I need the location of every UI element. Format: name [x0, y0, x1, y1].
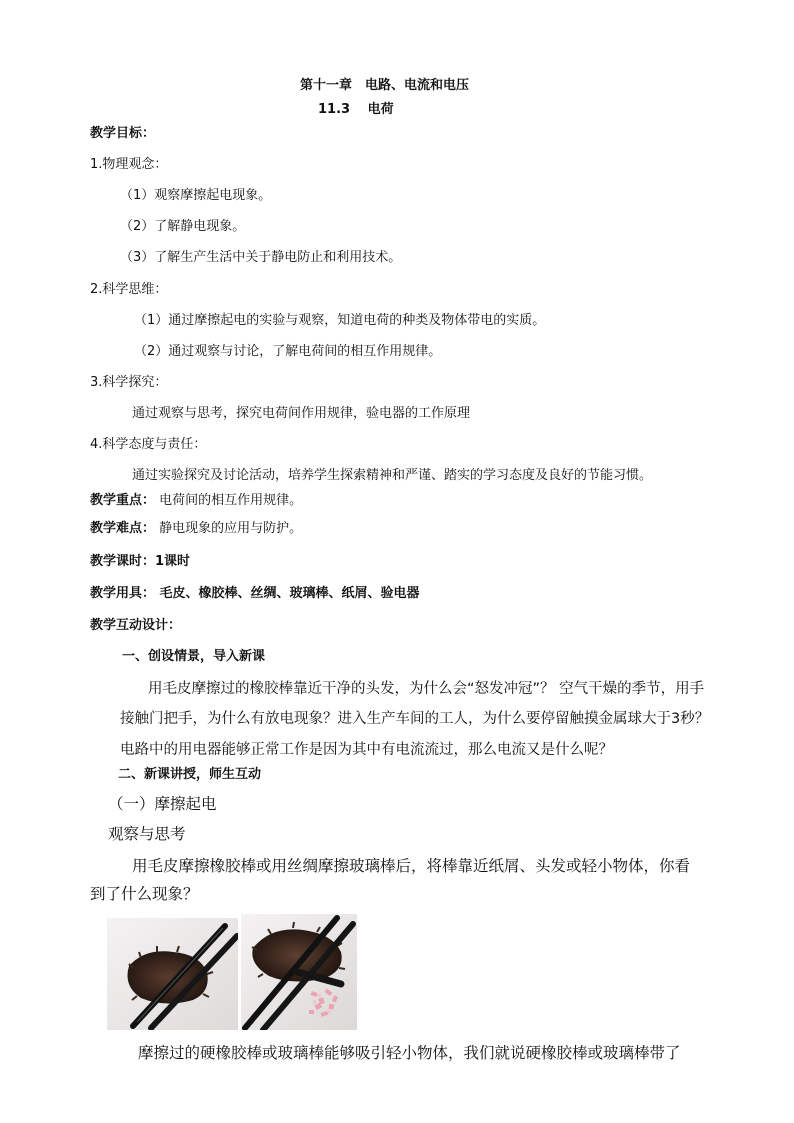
objective-item: （2）通过观察与讨论，了解电荷间的相互作用规律。: [134, 344, 442, 359]
difficulty-row: [90, 521, 302, 537]
objective-item: （1）观察摩擦起电现象。: [120, 188, 272, 203]
question-line: 用毛皮摩擦橡胶棒或用丝绸摩擦玻璃棒后，将棒靠近纸屑、头发或轻小物体，你看: [132, 857, 691, 875]
science-attitude-text: 通过实验探究及讨论活动，培养学生探索精神和严谨、踏实的学习态度及良好的节能习惯。: [132, 468, 653, 483]
science-inquiry-label: 3.科学探究：: [90, 375, 168, 390]
chapter-title: 第十一章 电路、电流和电压: [300, 78, 470, 93]
science-attitude-label: 4.科学态度与责任：: [90, 437, 207, 452]
science-inquiry-text: 通过观察与思考，探究电荷间作用规律，验电器的工作原理: [132, 406, 471, 421]
part1-paragraph-line: 电路中的用电器能够正常工作是因为其中有电流流过，那么电流又是什么呢？: [120, 742, 613, 758]
key-point-row: [90, 493, 302, 509]
interaction-heading: 教学互动设计：: [90, 618, 182, 633]
conclusion-line: 摩擦过的硬橡胶棒或玻璃棒能够吸引轻小物体，我们就说硬橡胶棒或玻璃棒带了: [138, 1044, 681, 1062]
objective-item: （3）了解生产生活中关于静电防止和利用技术。: [120, 250, 402, 265]
class-hours-row: [90, 554, 190, 570]
key-point-label: 教学重点：: [90, 493, 156, 508]
tools-row: [90, 586, 420, 602]
part2-heading: 二、新课讲授，师生互动: [118, 767, 262, 782]
section-title: 11.3 电荷: [318, 102, 394, 117]
objectives-heading: 教学目标：: [90, 126, 156, 141]
class-hours-label: 教学课时：: [90, 554, 156, 569]
class-hours-text: 1课时: [155, 554, 191, 569]
difficulty-label: 教学难点：: [90, 521, 156, 536]
rubbing-rods-illustration: [107, 918, 238, 1030]
attracting-paper-illustration: [241, 914, 357, 1030]
objective-item: （1）通过摩擦起电的实验与观察，知道电荷的种类及物体带电的实质。: [134, 313, 546, 328]
science-thinking-label: 2.科学思维：: [90, 282, 168, 297]
tools-text: 毛皮、橡胶棒、丝绸、玻璃棒、纸屑、验电器: [155, 586, 420, 601]
objective-item: （2）了解静电现象。: [120, 219, 246, 234]
difficulty-text: 静电现象的应用与防护。: [155, 521, 303, 536]
question-line: 到了什么现象？: [90, 885, 199, 903]
part1-paragraph-line: 接触门把手，为什么有放电现象？进入生产车间的工人，为什么要停留触摸金属球大于3秒？: [120, 711, 710, 727]
observe-label: 观察与思考: [108, 825, 186, 843]
part1-heading: 一、创设情景，导入新课: [122, 649, 266, 664]
key-point-text: 电荷间的相互作用规律。: [155, 493, 303, 508]
photo-attracting-paper: [241, 914, 357, 1030]
part1-paragraph-line: 用毛皮摩擦过的橡胶棒靠近干净的头发，为什么会“怒发冲冠”？ 空气干燥的季节，用手: [148, 681, 705, 697]
part2-sub-heading: （一）摩擦起电: [108, 795, 217, 813]
tools-label: 教学用具：: [90, 586, 156, 601]
physics-concept-label: 1.物理观念：: [90, 157, 168, 172]
photo-rubbing-rods: [107, 918, 238, 1030]
